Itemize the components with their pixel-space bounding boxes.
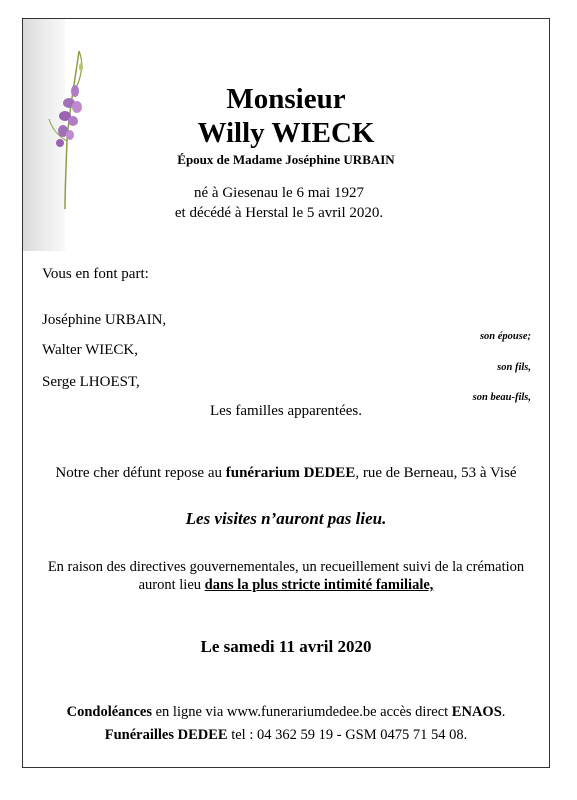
family-relation: son épouse; xyxy=(479,331,531,342)
title-honorific: Monsieur xyxy=(226,83,346,115)
family-name: Joséphine URBAIN, xyxy=(42,312,167,328)
family-name: Walter WIECK, xyxy=(42,342,138,358)
repose-line xyxy=(23,465,549,482)
spouse-line: Époux de Madame Joséphine URBAIN xyxy=(177,152,395,167)
deceased-name: Willy WIECK xyxy=(197,117,375,149)
condolences-end: . xyxy=(501,704,506,720)
family-relation: son fils, xyxy=(497,362,531,373)
death-line: et décédé à Herstal le 5 avril 2020. xyxy=(174,205,384,221)
family-relation: son beau-fils, xyxy=(472,392,531,403)
birth-line: né à Giesenau le 6 mai 1927 xyxy=(194,185,364,201)
condolences-label: Condoléances xyxy=(66,704,152,720)
directives-underlined: dans la plus stricte intimité familiale, xyxy=(204,577,434,593)
directives-line-2 xyxy=(23,577,549,594)
family-name: Serge LHOEST, xyxy=(42,374,140,390)
funerailles-label: Funérailles DEDEE xyxy=(104,727,228,743)
visits-line: Les visites n’auront pas lieu. xyxy=(185,509,387,528)
repose-prefix: Notre cher défunt repose au xyxy=(55,465,226,481)
repose-address: , rue de Berneau, 53 à Visé xyxy=(355,465,517,481)
funerailles-contact: tel : 04 362 59 19 - GSM 0475 71 54 08. xyxy=(227,727,468,743)
enaos-label: ENAOS xyxy=(451,704,502,720)
families-line: Les familles apparentées. xyxy=(209,403,362,419)
obituary-card xyxy=(22,18,550,768)
funerailles-line xyxy=(23,727,549,744)
announce-text: Vous en font part: xyxy=(42,266,149,282)
ceremony-date: Le samedi 11 avril 2020 xyxy=(200,637,372,656)
condolences-text: en ligne via www.funerariumdedee.be accès direct xyxy=(152,704,452,720)
directives-line-1: En raison des directives gouvernementales, un recueillement suivi de la crémation xyxy=(47,559,525,575)
directives-prefix: auront lieu xyxy=(138,577,205,593)
funerarium-name: funérarium DEDEE xyxy=(225,465,356,481)
condolences-line xyxy=(23,704,549,721)
